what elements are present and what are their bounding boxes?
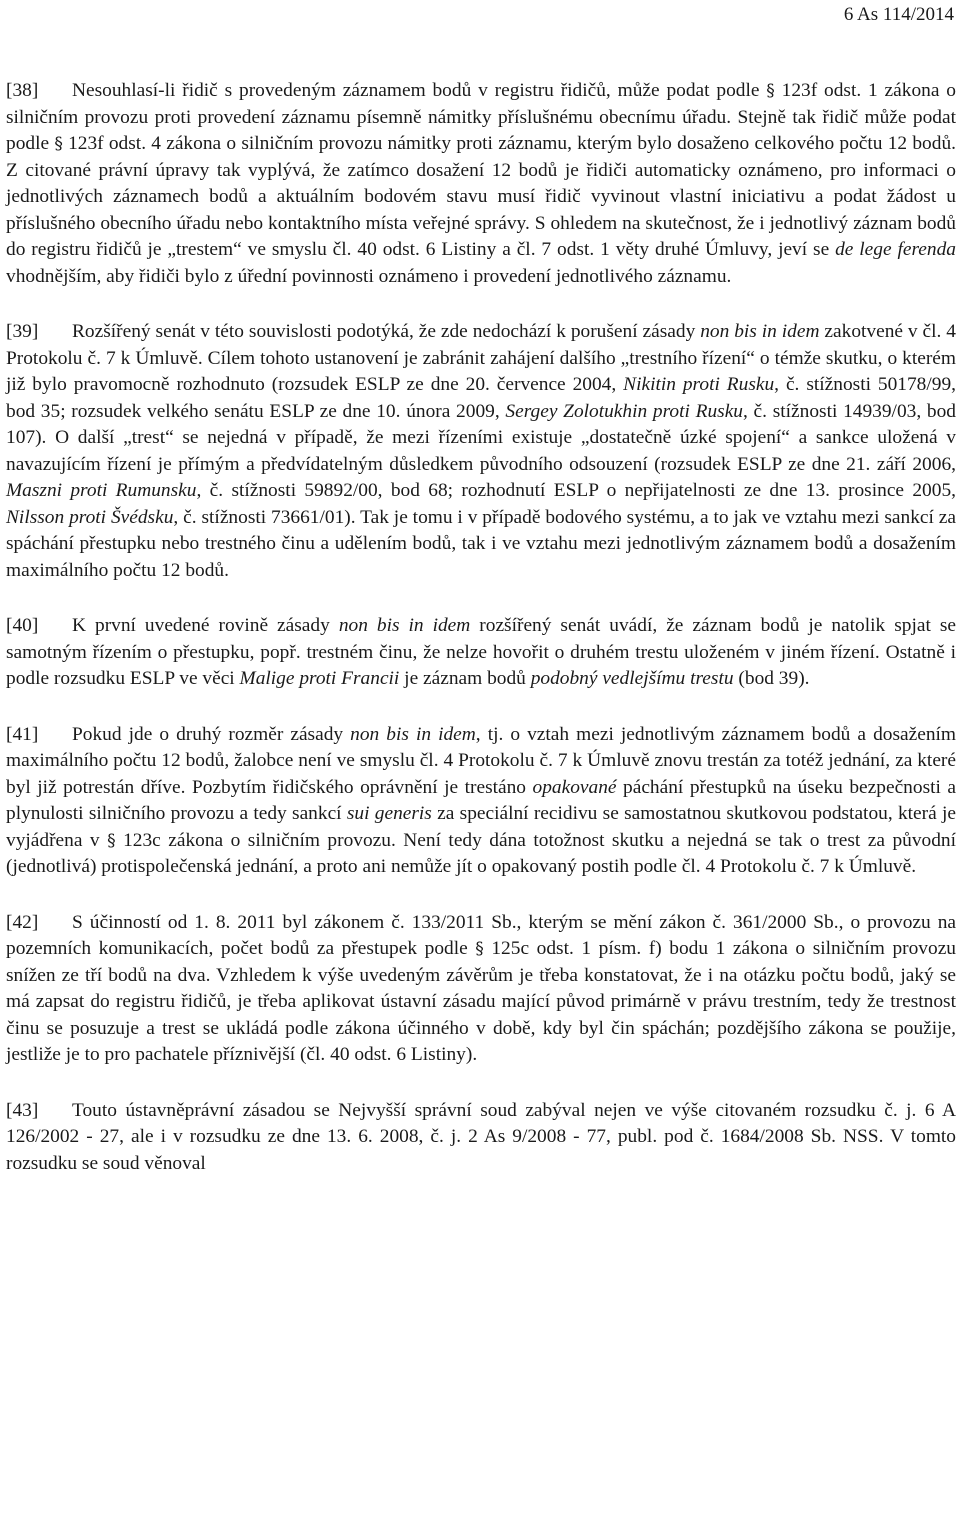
italic-citation: Maszni proti Rumunsku	[6, 480, 197, 501]
italic-citation: non bis in idem	[350, 723, 476, 745]
paragraph-text: 123f odst. 4 zákona o silničním provozu námitky proti záznamu, kterým bylo dosaženo celkového počtu 12 bodů. Z citované právní úpravy tak vyplývá, že zatímco dosažení 12 bodů je řidiči automaticky oznámeno, pro informaci o jednotlivých záznamech bodů a aktuálním bodovém stavu musí řidič vyvinout vlastní iniciativu a podat žádost u příslušného obecního úřadu nebo kontaktního místa veřejné správy. S ohledem na skutečnost, že i jednotlivý záznam bodů do registru řidičů je „trestem“ ve smyslu čl. 40 odst. 6 Listiny a čl. 7 odst. 1 věty druhé Úmluvy, jeví se	[6, 133, 956, 260]
italic-citation: sui generis	[346, 803, 432, 824]
paragraph-text: S účinností od 1. 8. 2011 byl zákonem č. 133/2011 Sb., kterým se mění zákon č. 361/2000 Sb., o provozu na pozemních komunikacích, počet bodů za přestupek podle	[6, 911, 956, 959]
paragraph-number: [43]	[6, 1099, 39, 1121]
paragraph-text: je záznam bodů	[399, 668, 531, 689]
paragraph-number: [41]	[6, 723, 39, 745]
section-sign: §	[766, 81, 775, 101]
paragraph	[6, 910, 956, 1069]
paragraph-number: [39]	[6, 321, 39, 342]
paragraph	[6, 319, 956, 584]
section-sign: §	[107, 830, 116, 851]
italic-citation: Sergey Zolotukhin proti Rusku	[505, 400, 743, 422]
italic-citation: Nilsson proti Švédsku	[6, 506, 174, 528]
paragraph	[6, 613, 956, 693]
case-number: 6 As 114/2014	[843, 4, 954, 25]
paragraph-text: , tj. o vztah mezi jednotlivým záznamem bodů a dosažením maximálního počtu 12 bodů, žalobce není ve smyslu čl. 4 Protokolu č. 7 k Úmluvě znovu trestán za totéž jednání, za které byl již potrestán dříve. Pozbytím řidičského oprávnění je trestáno	[6, 723, 956, 798]
paragraph-text: Nesouhlasí-li řidič s provedeným záznamem bodů v registru řidičů, může podat podle	[72, 80, 767, 101]
italic-citation: non bis in idem	[700, 321, 820, 342]
paragraph-text: páchání přestupků na úseku bezpečnosti a plynulosti silničního provozu a tedy sankcí	[6, 776, 956, 824]
paragraph-text: zakotvené v čl. 4 Protokolu č. 7 k Úmluvě. Cílem tohoto ustanovení je zabránit zahájení dalšího „trestního řízení“ o témže skutku, o kterém již bylo pravomocně rozhodnuto (rozsudek ESLP ze dne 20. července 2004,	[6, 321, 956, 395]
paragraph	[6, 78, 956, 290]
document-body	[6, 78, 956, 1206]
paragraph-text: za speciální recidivu se samostatnou skutkovou podstatou, která je vyjádřena v	[6, 803, 957, 851]
paragraph-text: 123c zákona o silničním provozu. Není tedy dána totožnost skutku a nejedná se tak o trest za původní (jednotlivá) protispolečenská jednání, a proto ani nemůže jít o opakovaný postih podle čl. 4 Protokolu č. 7 k Úmluvě.	[6, 829, 956, 877]
paragraph-number: [42]	[6, 911, 39, 933]
paragraph-text: Rozšířený senát v této souvislosti podotýká, že zde nedochází k porušení zásady	[72, 321, 701, 342]
italic-citation: Nikitin proti Rusku	[623, 374, 775, 395]
italic-citation: podobný vedlejšímu trestu	[530, 668, 734, 689]
italic-citation: Malige proti Francii	[239, 668, 400, 689]
paragraph-text: , č. stížnosti 50178/99, bod 35; rozsudek velkého senátu ESLP ze dne 10. února 2009,	[6, 374, 956, 422]
paragraph-text: K první uvedené rovině zásady	[72, 615, 339, 636]
paragraph-text: , č. stížnosti 14939/03, bod 107). O další „trest“ se nejedná v případě, že mezi řízeními existuje „dostatečně úzké spojení“ a sankce uložená v navazujícím řízení je přímým a předvídatelným důsledkem původního odsouzení (rozsudek ESLP ze dne 21. září 2006,	[6, 400, 956, 475]
paragraph-text: 123f odst. 1 zákona o silničním provozu proti provedení záznamu písemně námitky příslušnému obecnímu úřadu. Stejně tak řidič může podat podle	[6, 80, 956, 154]
italic-citation: de lege ferenda	[835, 239, 956, 260]
paragraph-text: , č. stížnosti 59892/00, bod 68; rozhodnutí ESLP o nepřijatelnosti ze dne 13. prosince 2005,	[196, 480, 956, 501]
paragraph-number: [40]	[6, 615, 39, 636]
paragraph-text: (bod 39).	[733, 668, 810, 689]
paragraph-text: vhodnějším, aby řidiči bylo z úřední povinnosti oznámeno i provedení jednotlivého záznamu.	[6, 265, 732, 287]
section-sign: §	[475, 939, 484, 959]
paragraph-text: rozšířený senát uvádí, že záznam bodů je natolik spjat se samotným řízením o přestupku, popř. trestném činu, že nelze hovořit o druhém trestu uloženém v jiném řízení. Ostatně i podle rozsudku ESLP ve věci	[6, 615, 956, 689]
italic-citation: non bis in idem	[338, 615, 471, 636]
paragraph-number: [38]	[6, 80, 39, 101]
paragraph-text: Touto ústavněprávní zásadou se Nejvyšší správní soud zabýval nejen ve výše citovaném rozsudku č. j. 6 A 126/2002 - 27, ale i v rozsudku ze dne 13. 6. 2008, č. j. 2 As 9/2008 - 77, publ. pod č. 1684/2008 Sb. NSS. V tomto rozsudku se soud věnoval	[6, 1099, 956, 1174]
italic-citation: opakované	[532, 776, 617, 798]
paragraph	[6, 1098, 956, 1178]
paragraph-text: 125c odst. 1 písm. f) bodu 1 zákona o silničním provozu snížen ze tří bodů na dva. Vzhledem k výše uvedeným závěrům je třeba konstatovat, že i na otázku počtu bodů, jaký se má zapsat do registru řidičů, je třeba aplikovat ústavní zásadu mající původ primárně v právu trestním, tedy že trestnost činu se posuzuje a trest se ukládá podle zákona účinného v době, kdy byl čin spáchán; pozdějšího zákona se použije, jestliže je to pro pachatele příznivější (čl. 40 odst. 6 Listiny).	[6, 938, 956, 1065]
section-sign: §	[54, 134, 63, 154]
paragraph-text: Pokud jde o druhý rozměr zásady	[72, 723, 351, 745]
paragraph	[6, 722, 956, 881]
paragraph-text: , č. stížnosti 73661/01). Tak je tomu i v případě bodového systému, a to jak ve vztahu mezi sankcí za spáchání přestupku nebo trestného činu a udělením bodů, tak i ve vztahu mezi jednotlivým záznamem bodů a dosažením maximálního počtu 12 bodů.	[6, 506, 956, 581]
